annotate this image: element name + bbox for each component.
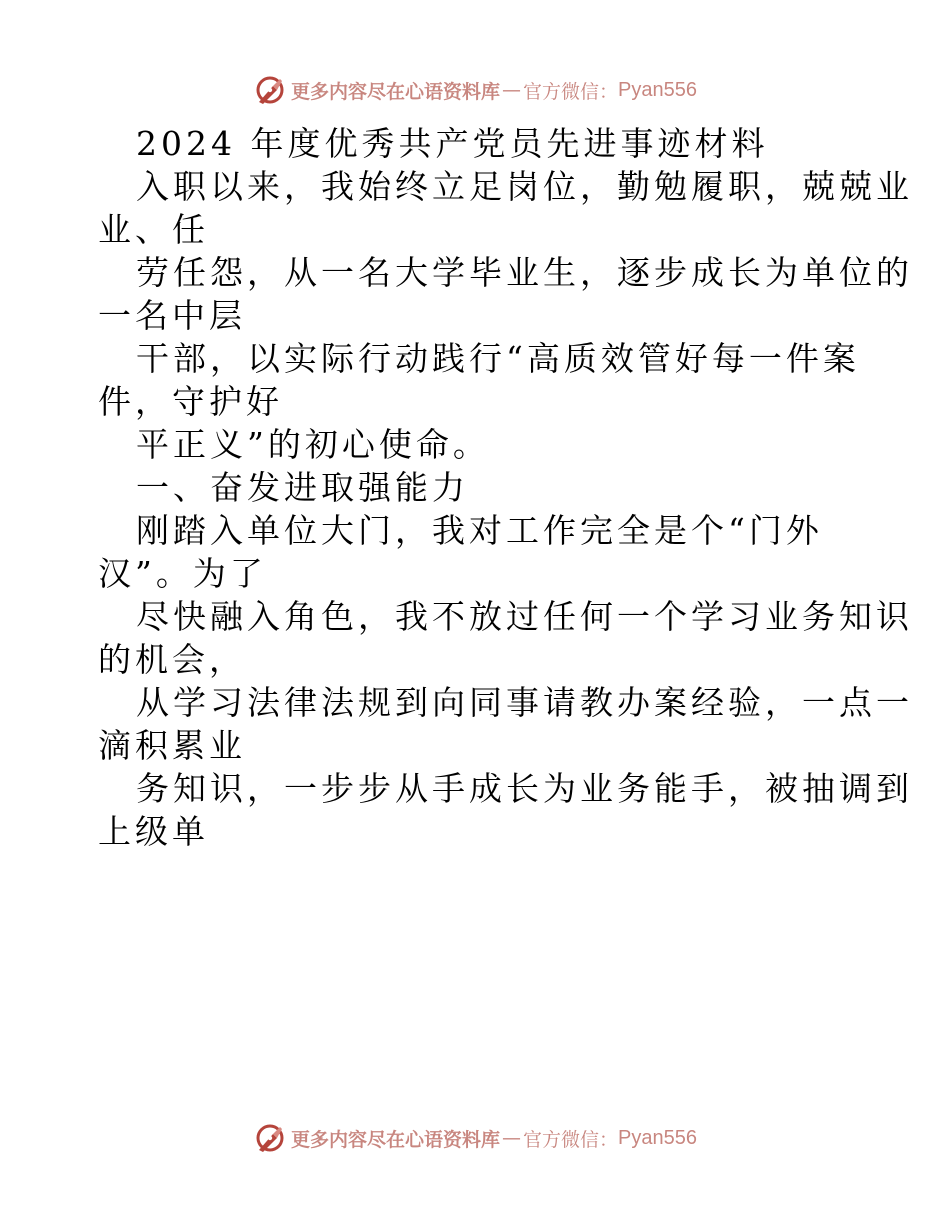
banner-separator: — (502, 1127, 522, 1149)
text-line: 一、奋发进取强能力 (136, 468, 469, 507)
document-title: 2024 年度优秀共产党员先进事迹材料 (136, 124, 769, 163)
text-line: 干部，以实际行动践行“高质效管好每一件案 (136, 339, 860, 378)
text-line: 平正义”的初心使命。 (136, 425, 490, 464)
text-line: 的机会， (98, 640, 246, 679)
banner-wechat-id: Pyan556 (618, 1126, 697, 1149)
banner-wechat-label: 官方微信： (523, 80, 619, 103)
text-line: 务知识，一步步从手成长为业务能手，被抽调到 (136, 769, 913, 808)
banner-wechat-id: Pyan556 (618, 78, 697, 101)
text-line: 入职以来，我始终立足岗位，勤勉履职，兢兢业 (136, 167, 913, 206)
document-body (98, 122, 913, 853)
banner-title: 更多内容尽在心语资料库 (291, 1128, 501, 1151)
text-line: 上级单 (98, 812, 209, 851)
text-line: 从学习法律法规到向同事请教办案经验，一点一 (136, 683, 913, 722)
text-line: 劳任怨，从一名大学毕业生，逐步成长为单位的 (136, 253, 913, 292)
text-line: 件，守护好 (98, 382, 283, 421)
banner-separator: — (502, 79, 522, 101)
banner-title: 更多内容尽在心语资料库 (291, 80, 501, 103)
text-line: 滴积累业 (98, 726, 246, 765)
pen-nib-logo-icon (253, 73, 287, 107)
text-line: 尽快融入角色，我不放过任何一个学习业务知识 (136, 597, 913, 636)
text-line: 一名中层 (98, 296, 246, 335)
text-line: 业、任 (98, 210, 209, 249)
text-line: 刚踏入单位大门，我对工作完全是个“门外 (136, 511, 823, 550)
banner-wechat-label: 官方微信： (523, 1128, 619, 1151)
footer-banner (0, 1118, 950, 1158)
text-line: 汉”。为了 (98, 554, 267, 593)
header-banner (0, 70, 950, 110)
pen-nib-logo-icon (253, 1121, 287, 1155)
